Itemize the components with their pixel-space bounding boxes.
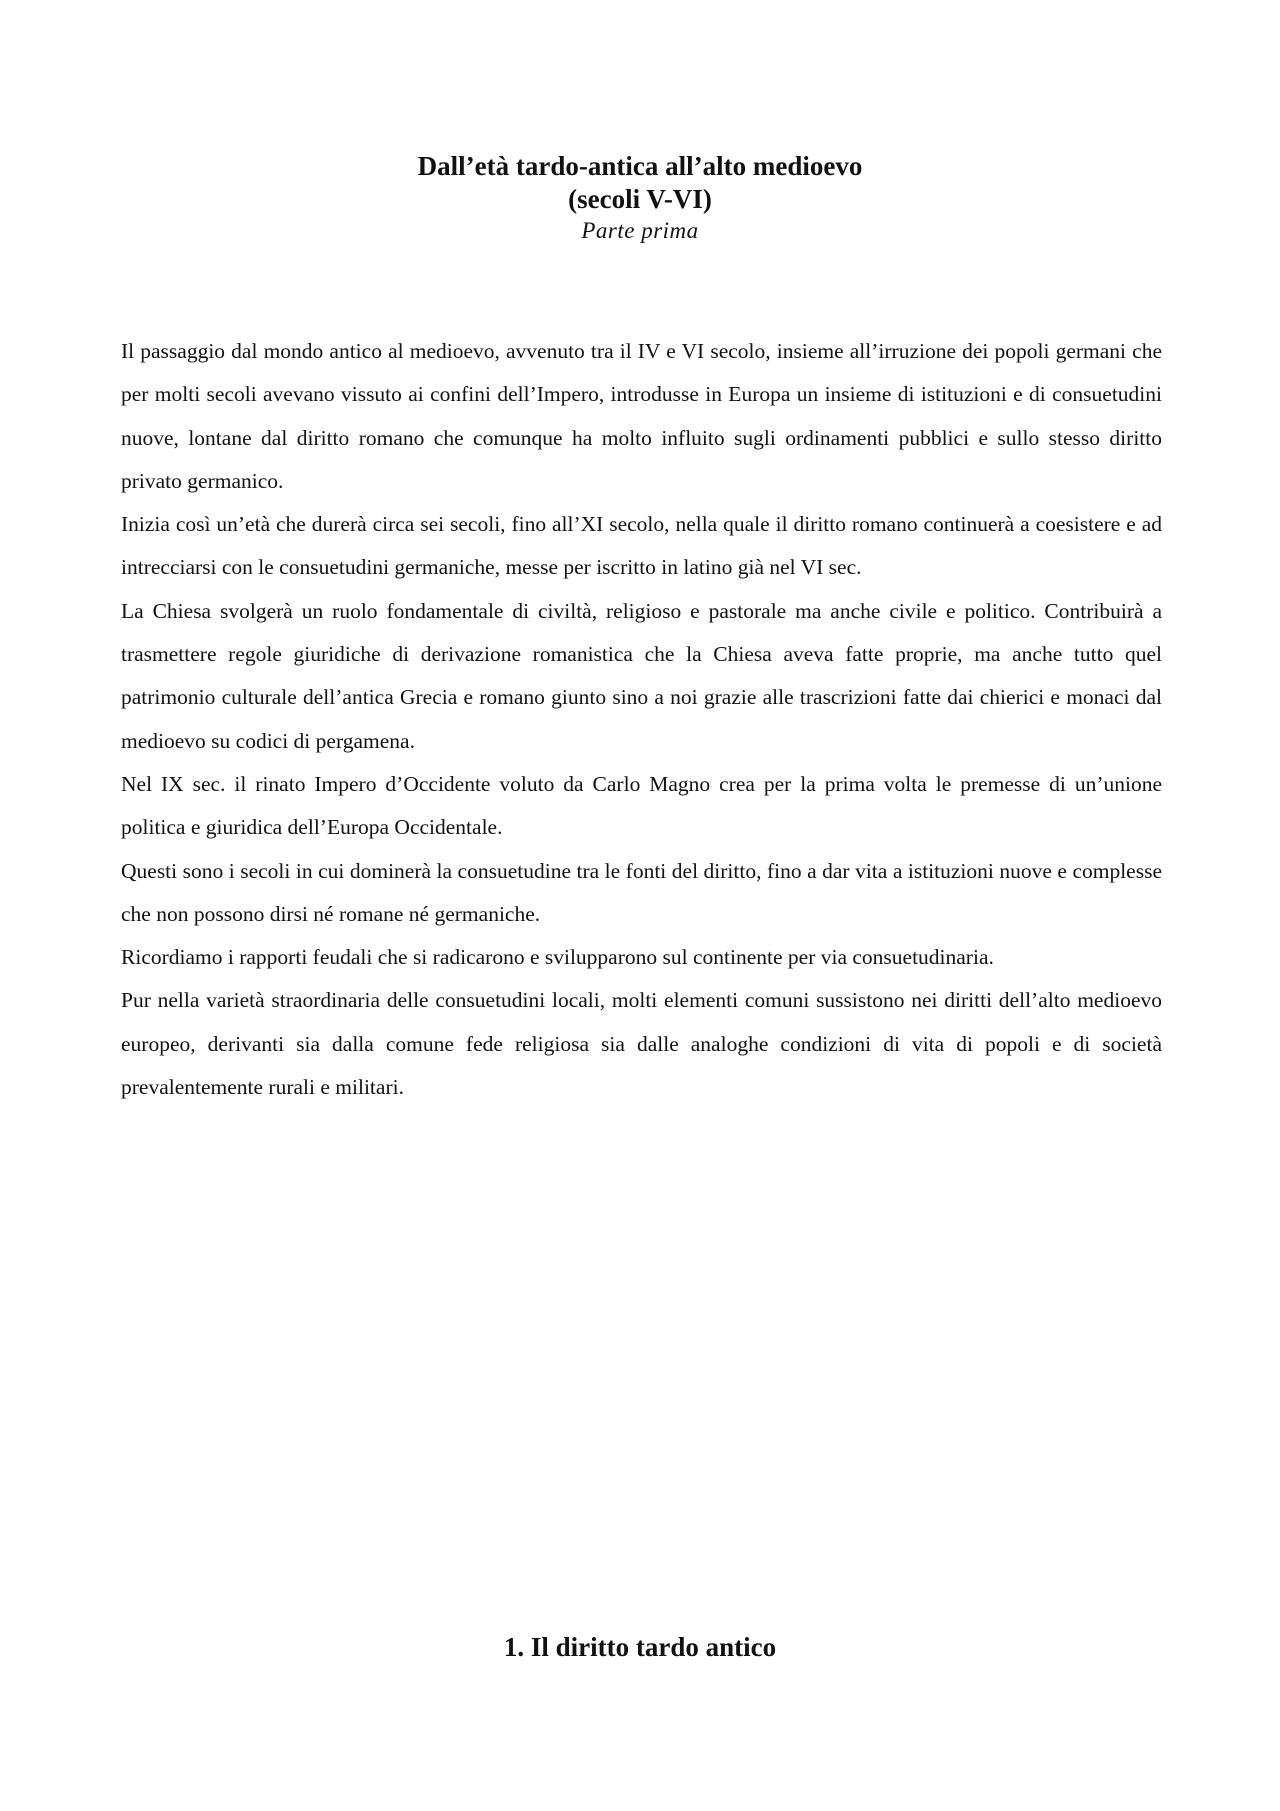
paragraph: Ricordiamo i rapporti feudali che si radicarono e svilupparono sul continente per via consuetudinaria.: [121, 945, 994, 970]
paragraph: Questi sono i secoli in cui dominerà la consuetudine tra le fonti del diritto, fino a dar vita a istituzioni nuove e complesse che non possono dirsi né romane né germaniche.: [121, 858, 1162, 926]
document-title: Dall’età tardo-antica all’alto medioevo: [417, 151, 863, 181]
paragraph: La Chiesa svolgerà un ruolo fondamentale di civiltà, religioso e pastorale ma anche civile e politico. Contribuirà a trasmettere regole giuridiche di derivazione romanistica che la Chiesa aveva fatte proprie, ma anche tutto quel patrimonio culturale dell’antica Grecia e romano giunto sino a noi grazie alle trascrizioni fatte dai chierici e monaci dal medioevo su codici di pergamena.: [121, 598, 1162, 753]
section-heading: 1. Il diritto tardo antico: [503, 1632, 777, 1662]
title-block: [0, 150, 1280, 246]
paragraph: Nel IX sec. il rinato Impero d’Occidente voluto da Carlo Magno crea per la prima volta le premesse di un’unione politica e giuridica dell’Europa Occidentale.: [121, 771, 1162, 840]
paragraph: Inizia così un’età che durerà circa sei secoli, fino all’XI secolo, nella quale il diritto romano continuerà a coesistere e ad intrecciarsi con le consuetudini germaniche, messe per iscritto in latino già nel VI sec.: [121, 512, 1162, 580]
paragraph: Pur nella varietà straordinaria delle consuetudini locali, molti elementi comuni sussistono nei diritti dell’alto medioevo europeo, derivanti sia dalla comune fede religiosa sia dalle analoghe condizioni di vita di popoli e di società prevalentemente rurali e militari.: [121, 988, 1162, 1100]
document-title-centuries: (secoli V-VI): [568, 184, 712, 214]
body-text: [121, 330, 1162, 1109]
paragraph: Il passaggio dal mondo antico al medioevo, avvenuto tra il IV e VI secolo, insieme all’irruzione dei popoli germani che per molti secoli avevano vissuto ai confini dell’Impero, introdusse in Europa un insieme di istituzioni e di consuetudini nuove, lontane dal diritto romano che comunque ha molto influito sugli ordinamenti pubblici e sullo stesso diritto privato germanico.: [121, 339, 1162, 493]
document-subtitle: Parte prima: [581, 218, 699, 243]
